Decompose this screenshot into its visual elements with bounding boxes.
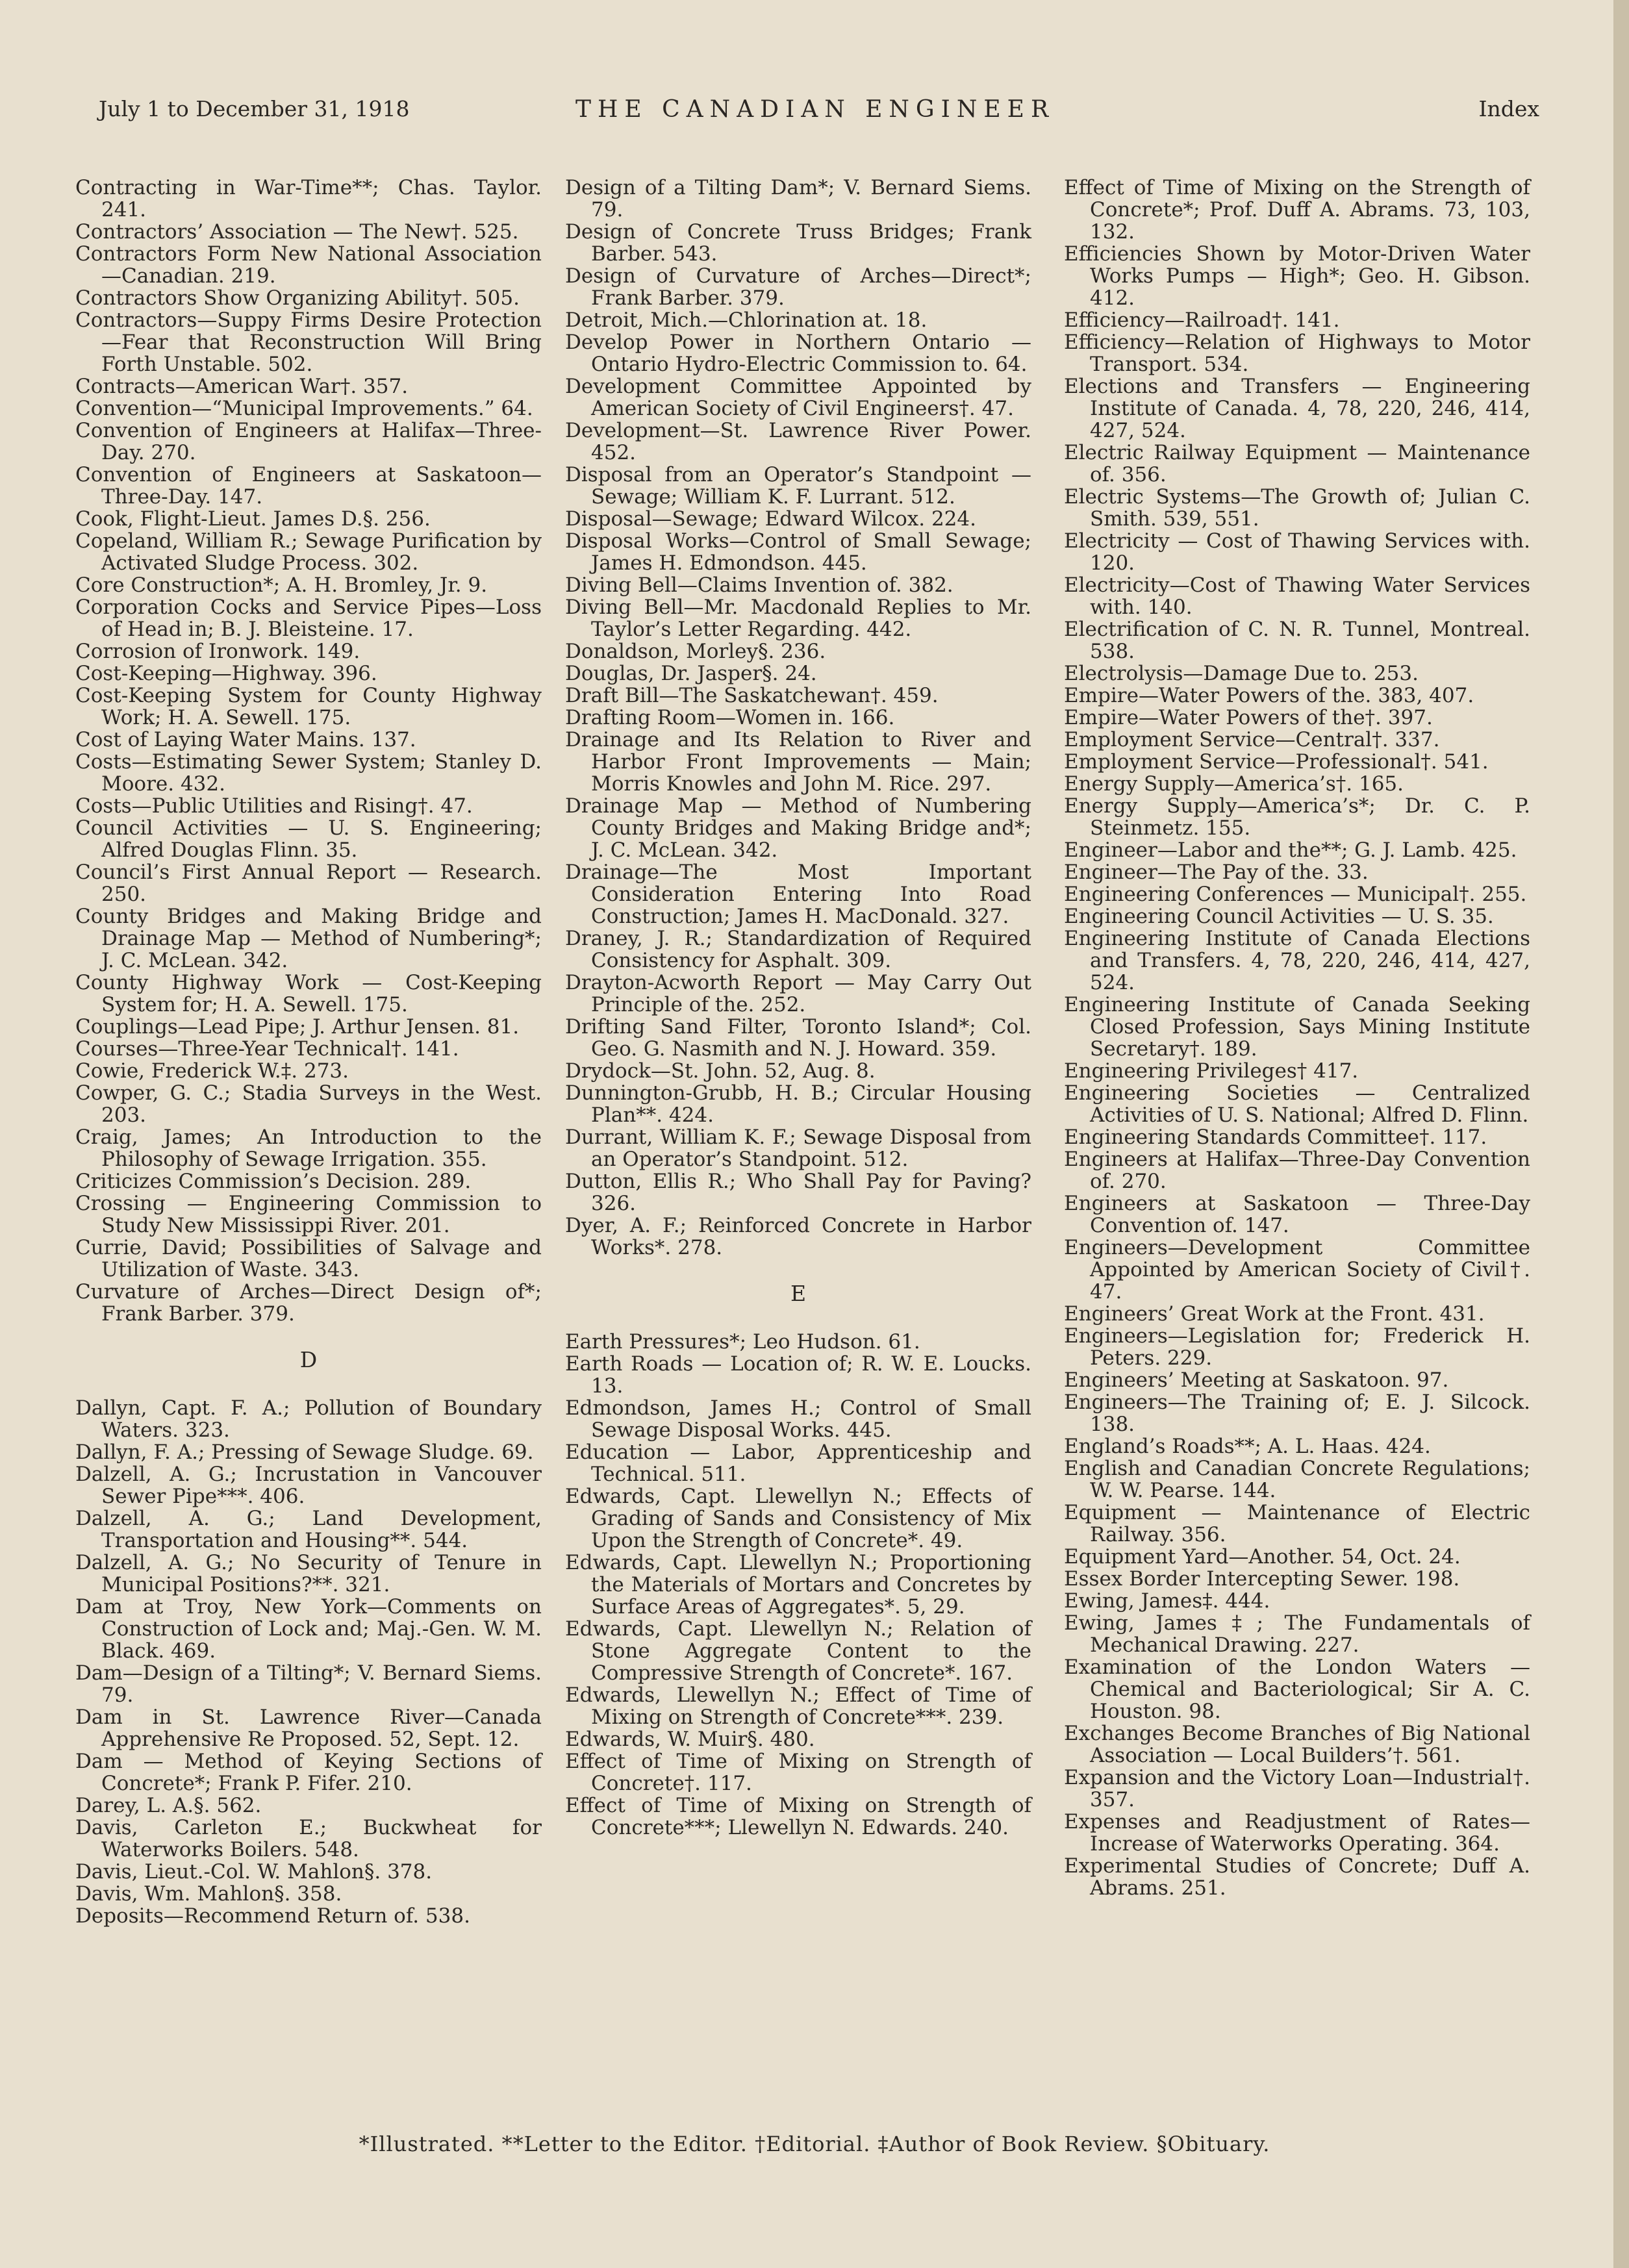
index-entry: Craig, James; An Introduction to the Philosophy of Sewage Irrigation. 355. xyxy=(75,1126,542,1171)
index-entry: Energy Supply—America’s†. 165. xyxy=(1064,772,1404,796)
index-entry: Electrolysis—Damage Due to. 253. xyxy=(1064,662,1419,685)
index-entry: Convention—“Municipal Improvements.” 64. xyxy=(75,397,533,420)
index-entry: Drainage Map — Method of Numbering County Bridges and Making Bridge and*; J. C. McLean. 342. xyxy=(565,794,1031,862)
index-entry: Disposal Works—Control of Small Sewage; James H. Edmondson. 445. xyxy=(565,529,1031,575)
index-entry: Essex Border Intercepting Sewer. 198. xyxy=(1064,1567,1460,1591)
index-entry: Dalzell, A. G.; Land Development, Transportation and Housing**. 544. xyxy=(75,1507,542,1552)
index-entry: Dam—Design of a Tilting*; V. Bernard Siems. 79. xyxy=(75,1661,542,1707)
index-entry: Corrosion of Ironwork. 149. xyxy=(75,640,360,663)
index-entry: Engineers—Development Committee Appointed by American Society of Civil†. 47. xyxy=(1064,1236,1530,1304)
index-entry: Courses—Three-Year Technical†. 141. xyxy=(75,1037,459,1061)
index-entry: Curvature of Arches—Direct Design of*; Frank Barber. 379. xyxy=(75,1280,542,1326)
index-entry: Employment Service—Professional†. 541. xyxy=(1064,750,1489,774)
index-entry: Engineering Institute of Canada Elections and Transfers. 4, 78, 220, 246, 414, 427, 524. xyxy=(1064,927,1530,994)
index-entry: Engineers’ Meeting at Saskatoon. 97. xyxy=(1064,1368,1449,1392)
index-entry: Empire—Water Powers of the. 383, 407. xyxy=(1064,684,1474,707)
index-entry: Convention of Engineers at Halifax—Three-Day. 270. xyxy=(75,419,542,464)
index-entry: Currie, David; Possibilities of Salvage and Utilization of Waste. 343. xyxy=(75,1236,542,1281)
section-label: Index xyxy=(1478,96,1539,121)
index-entry: Detroit, Mich.—Chlorination at. 18. xyxy=(565,309,928,332)
index-entry: Dalzell, A. G.; No Security of Tenure in Municipal Positions?**. 321. xyxy=(75,1551,542,1596)
index-entry: Diving Bell—Mr. Macdonald Replies to Mr. Taylor’s Letter Regarding. 442. xyxy=(565,596,1031,641)
index-entry: County Bridges and Making Bridge and Drainage Map — Method of Numbering*; J. C. McLean. 342. xyxy=(75,905,542,972)
running-header xyxy=(91,96,1539,135)
index-entry: Disposal from an Operator’s Standpoint —Sewage; William K. F. Lurrant. 512. xyxy=(565,463,1031,509)
index-entry: Contractors Form New National Association—Canadian. 219. xyxy=(75,242,542,288)
index-entry: Dam at Troy, New York—Comments on Construction of Lock and; Maj.-Gen. W. M. Black. 469. xyxy=(75,1595,542,1663)
index-entry: Cowper, G. C.; Stadia Surveys in the West. 203. xyxy=(75,1081,542,1127)
index-entry: Donaldson, Morley§. 236. xyxy=(565,640,826,663)
index-entry: Ewing, James‡; The Fundamentals of Mechanical Drawing. 227. xyxy=(1064,1611,1530,1657)
index-entry: England’s Roads**; A. L. Haas. 424. xyxy=(1064,1435,1431,1458)
index-column-3 xyxy=(1064,177,1530,1899)
index-entry: Core Construction*; A. H. Bromley, Jr. 9. xyxy=(75,573,488,597)
index-entry: Employment Service—Central†. 337. xyxy=(1064,728,1440,751)
date-range: July 1 to December 31, 1918 xyxy=(99,96,410,121)
index-entry: Drayton-Acworth Report — May Carry Out Principle of the. 252. xyxy=(565,971,1031,1016)
index-entry: Crossing — Engineering Commission to Study New Mississippi River. 201. xyxy=(75,1192,542,1237)
index-entry: Earth Pressures*; Leo Hudson. 61. xyxy=(565,1330,920,1354)
index-entry: Develop Power in Northern Ontario — Ontario Hydro-Electric Commission to. 64. xyxy=(565,331,1031,376)
index-entry: Education — Labor, Apprenticeship and Technical. 511. xyxy=(565,1441,1031,1486)
index-entry: Equipment — Maintenance of Electric Railway. 356. xyxy=(1064,1501,1530,1546)
index-entry: County Highway Work — Cost-Keeping System for; H. A. Sewell. 175. xyxy=(75,971,542,1016)
index-entry: Draft Bill—The Saskatchewan†. 459. xyxy=(565,684,939,707)
index-entry: Cook, Flight-Lieut. James D.§. 256. xyxy=(75,507,431,531)
index-entry: Ewing, James‡. 444. xyxy=(1064,1589,1270,1613)
index-entry: Darey, L. A.§. 562. xyxy=(75,1794,262,1817)
index-entry: Douglas, Dr. Jasper§. 24. xyxy=(565,662,817,685)
index-entry: Elections and Transfers — Engineering Institute of Canada. 4, 78, 220, 246, 414, 427, 524. xyxy=(1064,375,1530,442)
journal-title: THE CANADIAN ENGINEER xyxy=(575,96,1055,123)
index-entry: Engineering Conferences — Municipal†. 255. xyxy=(1064,883,1527,906)
index-entry: Engineering Council Activities — U. S. 35. xyxy=(1064,905,1494,928)
index-entry: Engineering Institute of Canada Seeking Closed Profession, Says Mining Institute Secretary†. 189. xyxy=(1064,993,1530,1061)
index-entry: Drifting Sand Filter, Toronto Island*; Col. Geo. G. Nasmith and N. J. Howard. 359. xyxy=(565,1015,1031,1061)
index-entry: Engineers—The Training of; E. J. Silcock. 138. xyxy=(1064,1391,1530,1436)
footnote-legend: *Illustrated. **Letter to the Editor. †Editorial. ‡Author of Book Review. §Obituary. xyxy=(359,2132,1270,2156)
index-entry: Development—St. Lawrence River Power. 452. xyxy=(565,419,1031,464)
index-entry: Dutton, Ellis R.; Who Shall Pay for Paving? 326. xyxy=(565,1170,1031,1215)
index-entry: Electric Railway Equipment — Maintenance of. 356. xyxy=(1064,441,1530,486)
index-entry: Contractors—Suppy Firms Desire Protection—Fear that Reconstruction Will Bring Forth Unstable. 502. xyxy=(75,309,542,376)
index-entry: Electric Systems—The Growth of; Julian C. Smith. 539, 551. xyxy=(1064,485,1530,531)
index-entry: Examination of the London Waters — Chemical and Bacteriological; Sir A. C. Houston. 98. xyxy=(1064,1656,1530,1723)
index-entry: Drafting Room—Women in. 166. xyxy=(565,706,895,729)
index-entry: Edwards, Capt. Llewellyn N.; Proportioning the Materials of Mortars and Concretes by Surface Areas of Aggregates*. 5, 29. xyxy=(565,1551,1031,1619)
index-entry: English and Canadian Concrete Regulations; W. W. Pearse. 144. xyxy=(1064,1457,1530,1502)
index-entry: Criticizes Commission’s Decision. 289. xyxy=(75,1170,472,1193)
index-entry: Design of a Tilting Dam*; V. Bernard Siems. 79. xyxy=(565,176,1031,221)
index-entry: Costs—Estimating Sewer System; Stanley D. Moore. 432. xyxy=(75,750,542,796)
index-entry: Engineer—Labor and the**; G. J. Lamb. 425. xyxy=(1064,838,1517,862)
index-entry: Expenses and Readjustment of Rates—Increase of Waterworks Operating. 364. xyxy=(1064,1810,1530,1856)
index-entry: Cost of Laying Water Mains. 137. xyxy=(75,728,416,751)
section-letter: E xyxy=(790,1281,807,1306)
index-entry: Contracts—American War†. 357. xyxy=(75,375,409,398)
index-entry: Davis, Wm. Mahlon§. 358. xyxy=(75,1882,342,1906)
index-entry: Engineers at Halifax—Three-Day Convention of. 270. xyxy=(1064,1148,1530,1193)
index-entry: Effect of Time of Mixing on Strength of Concrete***; Llewellyn N. Edwards. 240. xyxy=(565,1794,1031,1839)
index-entry: Engineering Societies — Centralized Activities of U. S. National; Alfred D. Flinn. xyxy=(1064,1081,1530,1127)
index-entry: Engineers’ Great Work at the Front. 431. xyxy=(1064,1302,1485,1326)
index-entry: Edmondson, James H.; Control of Small Sewage Disposal Works. 445. xyxy=(565,1396,1031,1442)
index-entry: Equipment Yard—Another. 54, Oct. 24. xyxy=(1064,1545,1461,1569)
index-entry: Effect of Time of Mixing on Strength of Concrete†. 117. xyxy=(565,1750,1031,1795)
index-entry: Development Committee Appointed by American Society of Civil Engineers†. 47. xyxy=(565,375,1031,420)
index-entry: Contractors’ Association — The New†. 525. xyxy=(75,220,519,244)
index-column-1 xyxy=(75,177,542,1927)
index-entry: Energy Supply—America’s*; Dr. C. P. Steinmetz. 155. xyxy=(1064,794,1530,840)
index-entry: Engineers—Legislation for; Frederick H. Peters. 229. xyxy=(1064,1324,1530,1370)
index-entry: Edwards, Llewellyn N.; Effect of Time of Mixing on Strength of Concrete***. 239. xyxy=(565,1683,1031,1729)
index-entry: Diving Bell—Claims Invention of. 382. xyxy=(565,573,953,597)
index-entry: Design of Curvature of Arches—Direct*; Frank Barber. 379. xyxy=(565,264,1031,310)
index-entry: Drainage and Its Relation to River and Harbor Front Improvements — Main; Morris Knowles and John M. Rice. 297. xyxy=(565,728,1031,796)
index-entry: Copeland, William R.; Sewage Purification by Activated Sludge Process. 302. xyxy=(75,529,542,575)
index-entry: Engineer—The Pay of the. 33. xyxy=(1064,861,1369,884)
index-entry: Efficiency—Relation of Highways to Motor Transport. 534. xyxy=(1064,331,1530,376)
index-entry: Engineering Standards Committee†. 117. xyxy=(1064,1126,1487,1149)
index-entry: Empire—Water Powers of the†. 397. xyxy=(1064,706,1433,729)
index-entry: Design of Concrete Truss Bridges; Frank Barber. 543. xyxy=(565,220,1031,266)
index-entry: Edwards, Capt. Llewellyn N.; Relation of Stone Aggregate Content to the Compressive Strength of Concrete*. 167. xyxy=(565,1617,1031,1685)
index-entry: Contractors Show Organizing Ability†. 505. xyxy=(75,286,520,310)
index-entry: Davis, Carleton E.; Buckwheat for Waterworks Boilers. 548. xyxy=(75,1816,542,1861)
index-entry: Edwards, Capt. Llewellyn N.; Effects of Grading of Sands and Consistency of Mix Upon the Strength of Concrete*. 49. xyxy=(565,1485,1031,1552)
index-column-2 xyxy=(565,177,1031,1839)
index-entry: Dyer, A. F.; Reinforced Concrete in Harbor Works*. 278. xyxy=(565,1214,1031,1259)
index-entry: Drydock—St. John. 52, Aug. 8. xyxy=(565,1059,876,1083)
index-entry: Durrant, William K. F.; Sewage Disposal from an Operator’s Standpoint. 512. xyxy=(565,1126,1031,1171)
index-entry: Council’s First Annual Report — Research. 250. xyxy=(75,861,542,906)
index-entry: Cost-Keeping System for County Highway Work; H. A. Sewell. 175. xyxy=(75,684,542,729)
index-entry: Dallyn, F. A.; Pressing of Sewage Sludge. 69. xyxy=(75,1441,534,1464)
index-entry: Electricity — Cost of Thawing Services with. 120. xyxy=(1064,529,1530,575)
index-entry: Costs—Public Utilities and Rising†. 47. xyxy=(75,794,473,818)
index-entry: Dunnington-Grubb, H. B.; Circular Housing Plan**. 424. xyxy=(565,1081,1031,1127)
index-entry: Corporation Cocks and Service Pipes—Loss of Head in; B. J. Bleisteine. 17. xyxy=(75,596,542,641)
index-entry: Dallyn, Capt. F. A.; Pollution of Boundary Waters. 323. xyxy=(75,1396,542,1442)
index-entry: Experimental Studies of Concrete; Duff A. Abrams. 251. xyxy=(1064,1854,1530,1900)
index-entry: Electrification of C. N. R. Tunnel, Montreal. 538. xyxy=(1064,618,1530,663)
index-entry: Earth Roads — Location of; R. W. E. Loucks. 13. xyxy=(565,1352,1031,1398)
index-entry: Efficiencies Shown by Motor-Driven Water Works Pumps — High*; Geo. H. Gibson. 412. xyxy=(1064,242,1530,310)
index-entry: Dam — Method of Keying Sections of Concrete*; Frank P. Fifer. 210. xyxy=(75,1750,542,1795)
index-entry: Convention of Engineers at Saskatoon—Three-Day. 147. xyxy=(75,463,542,509)
page-edge xyxy=(1613,0,1629,2268)
index-entry: Couplings—Lead Pipe; J. Arthur Jensen. 81. xyxy=(75,1015,520,1039)
index-entry: Electricity—Cost of Thawing Water Services with. 140. xyxy=(1064,573,1530,619)
index-entry: Engineering Privileges† 417. xyxy=(1064,1059,1359,1083)
index-entry: Cowie, Frederick W.‡. 273. xyxy=(75,1059,349,1083)
index-entry: Expansion and the Victory Loan—Industrial†. 357. xyxy=(1064,1766,1530,1811)
index-entry: Draney, J. R.; Standardization of Required Consistency for Asphalt. 309. xyxy=(565,927,1031,972)
index-entry: Davis, Lieut.-Col. W. Mahlon§. 378. xyxy=(75,1860,433,1884)
index-entry: Exchanges Become Branches of Big National Association — Local Builders’†. 561. xyxy=(1064,1722,1530,1767)
index-entry: Cost-Keeping—Highway. 396. xyxy=(75,662,377,685)
index-entry: Deposits—Recommend Return of. 538. xyxy=(75,1904,470,1928)
index-entry: Effect of Time of Mixing on the Strength of Concrete*; Prof. Duff A. Abrams. 73, 103, 132. xyxy=(1064,176,1530,244)
section-letter: D xyxy=(299,1347,318,1372)
index-entry: Dalzell, A. G.; Incrustation in Vancouver Sewer Pipe***. 406. xyxy=(75,1463,542,1508)
index-entry: Dam in St. Lawrence River—Canada Apprehensive Re Proposed. 52, Sept. 12. xyxy=(75,1706,542,1751)
index-entry: Efficiency—Railroad†. 141. xyxy=(1064,309,1340,332)
index-entry: Contracting in War-Time**; Chas. Taylor. 241. xyxy=(75,176,542,221)
index-entry: Drainage—The Most Important Consideration Entering Into Road Construction; James H. MacDonald. 327. xyxy=(565,861,1031,928)
index-entry: Edwards, W. Muir§. 480. xyxy=(565,1728,815,1751)
index-entry: Disposal—Sewage; Edward Wilcox. 224. xyxy=(565,507,976,531)
index-entry: Council Activities — U. S. Engineering; Alfred Douglas Flinn. 35. xyxy=(75,816,542,862)
index-entry: Engineers at Saskatoon — Three-Day Convention of. 147. xyxy=(1064,1192,1530,1237)
